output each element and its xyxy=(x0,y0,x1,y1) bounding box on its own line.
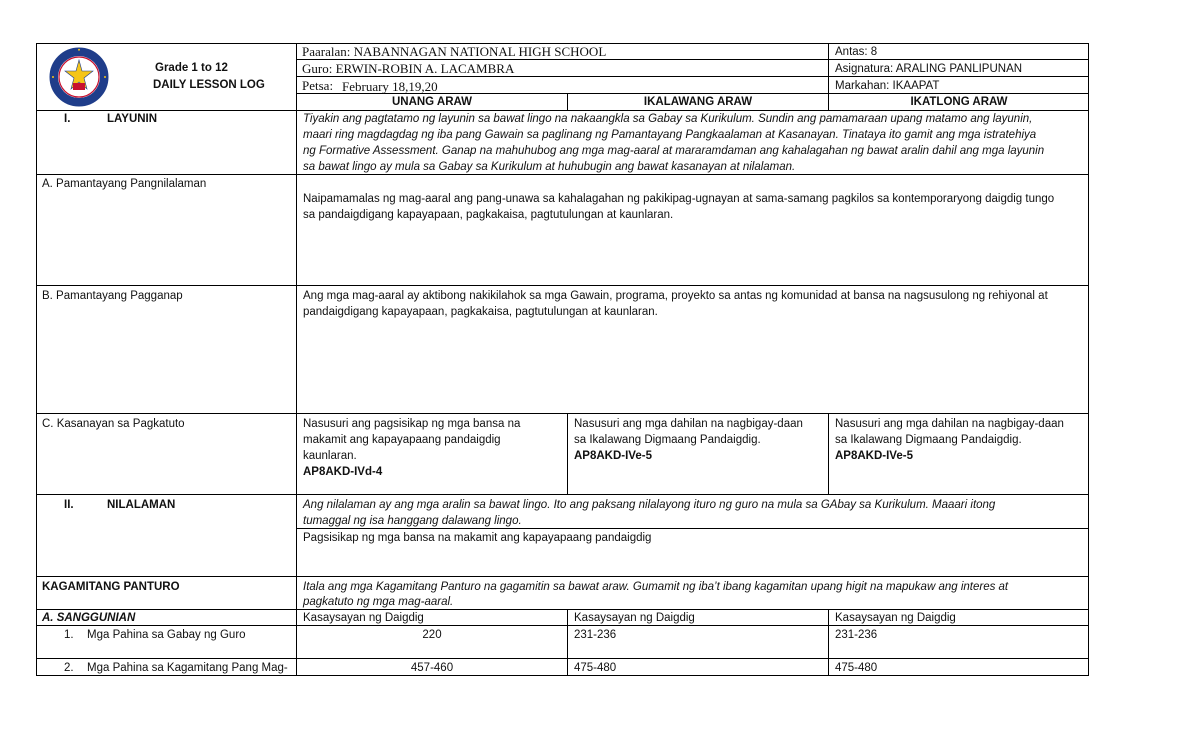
layunin-line: Tiyakin ang pagtatamo ng layunin sa bawat lingo na nakaangkla sa Gabay sa Kurikulum. Sundin ang pamamaraan upang matamo ang layunin, xyxy=(303,113,1033,125)
kasanayan-day3-line: Nasusuri ang mga dahilan na nagbigay-daan xyxy=(835,418,1064,430)
teacher-field: Guro: ERWIN-ROBIN A. LACAMBRA xyxy=(302,61,515,76)
sanggunian-row-value: 231-236 xyxy=(574,629,617,641)
layunin-line: ng Formative Assessment. Ganap na mahuhubog ang mga mag-aaral at mararamdaman ang kahalagahan ng bawat aralin dahil ang mga layunin xyxy=(303,145,1045,157)
nilalaman-label: NILALAMAN xyxy=(107,499,176,511)
kagamitan-line: Itala ang mga Kagamitang Panturo na gagamitin sa bawat araw. Gumamit ng iba’t ibang kagamitan upang higit na mapukaw ang interes at xyxy=(303,581,1009,593)
day-header-3: IKATLONG ARAW xyxy=(910,96,1008,108)
sanggunian-book-day2: Kasaysayan ng Daigdig xyxy=(574,612,695,624)
date-value: February 18,19,20 xyxy=(342,79,438,94)
sanggunian-row-value: 231-236 xyxy=(835,629,878,641)
kasanayan-day2-code: AP8AKD-IVe-5 xyxy=(574,450,652,462)
nilalaman-line: Ang nilalaman ay ang mga aralin sa bawat lingo. Ito ang paksang nilalayong ituro ng guro na mula sa GAbay sa Kurikulum. Maaari itong xyxy=(303,499,996,511)
sanggunian-book-day3: Kasaysayan ng Daigdig xyxy=(835,612,956,624)
kagamitan-label: KAGAMITANG PANTURO xyxy=(42,581,180,593)
pangnilalaman-line: Naipamamalas ng mag-aaral ang pang-unawa sa kahalagahan ng pakikipag-ugnayan at sama-samang pagkilos sa kontemporaryong daigdig tungo xyxy=(303,193,1055,205)
subject-field: Asignatura: ARALING PANLIPUNAN xyxy=(835,63,1023,75)
school-field: Paaralan: NABANNAGAN NATIONAL HIGH SCHOOL xyxy=(302,44,607,59)
pangnilalaman-label: A. Pamantayang Pangnilalaman xyxy=(42,178,207,190)
kasanayan-day3-line: sa Ikalawang Digmaang Pandaigdig. xyxy=(835,434,1022,446)
kasanayan-day1-code: AP8AKD-IVd-4 xyxy=(303,466,383,478)
nilalaman-number: II. xyxy=(64,499,74,511)
grade-label: Grade 1 to 12 xyxy=(155,62,228,74)
sanggunian-row-value: 475-480 xyxy=(835,662,878,674)
sanggunian-row-label: Mga Pahina sa Kagamitang Pang Mag- xyxy=(87,662,288,674)
sanggunian-row-value: 457-460 xyxy=(410,662,454,674)
date-label: Petsa: xyxy=(302,78,334,93)
kasanayan-day1-line: Nasusuri ang pagsisikap ng mga bansa na xyxy=(303,418,521,430)
kasanayan-label: C. Kasanayan sa Pagkatuto xyxy=(42,418,185,430)
nilalaman-line: tumaggal ng isa hanggang dalawang lingo. xyxy=(303,515,522,527)
sanggunian-row-value: 220 xyxy=(422,629,442,641)
nilalaman-topic: Pagsisikap ng mga bansa na makamit ang kapayapaang pandaigdig xyxy=(303,532,652,544)
sanggunian-row-label: Mga Pahina sa Gabay ng Guro xyxy=(87,629,246,641)
pagganap-label: B. Pamantayang Pagganap xyxy=(42,290,183,302)
layunin-line: maari ring magdagdag ng iba pang Gawain sa paglinang ng Pamantayang Pangkaalaman at Kasanayan. Tinataya ito gamit ang mga istratehiya xyxy=(303,129,1037,141)
log-title: DAILY LESSON LOG xyxy=(153,79,265,91)
pangnilalaman-line: sa pandaigdigang kapayapaan, pagkakaisa, pagtutulungan at kaunlaran. xyxy=(303,209,674,221)
sanggunian-book-day1: Kasaysayan ng Daigdig xyxy=(303,612,424,624)
layunin-line: sa bawat lingo ay mula sa Gabay sa Kurikulum at huhubugin ang bawat kasanayan at nilalaman. xyxy=(303,161,796,173)
kasanayan-day3-code: AP8AKD-IVe-5 xyxy=(835,450,913,462)
quarter-field: Markahan: IKAAPAT xyxy=(835,80,940,92)
layunin-number: I. xyxy=(64,113,71,125)
deped-seal-logo xyxy=(49,47,109,107)
pagganap-line: pandaigdigang kapayapaan, pagkakaisa, pagtutulungan at kaunlaran. xyxy=(303,306,658,318)
kasanayan-day2-line: Nasusuri ang mga dahilan na nagbigay-daan xyxy=(574,418,803,430)
level-field: Antas: 8 xyxy=(835,46,878,58)
pagganap-line: Ang mga mag-aaral ay aktibong nakikilahok sa mga Gawain, programa, proyekto sa antas ng komunidad at bansa na nagsusulong ng rehiyonal at xyxy=(303,290,1048,302)
layunin-label: LAYUNIN xyxy=(107,113,158,125)
kasanayan-day1-line: makamit ang kapayapaang pandaigdig xyxy=(303,434,501,446)
sanggunian-label: A. SANGGUNIAN xyxy=(42,612,136,624)
day-header-1: UNANG ARAW xyxy=(391,96,473,108)
sanggunian-row-number: 1. xyxy=(64,629,74,641)
sanggunian-row-number: 2. xyxy=(64,662,74,674)
kasanayan-day2-line: sa Ikalawang Digmaang Pandaigdig. xyxy=(574,434,761,446)
kagamitan-line: pagkatuto ng mga mag-aaral. xyxy=(303,596,454,608)
sanggunian-row-value: 475-480 xyxy=(574,662,617,674)
day-header-2: IKALAWANG ARAW xyxy=(643,96,753,108)
kasanayan-day1-line: kaunlaran. xyxy=(303,450,357,462)
